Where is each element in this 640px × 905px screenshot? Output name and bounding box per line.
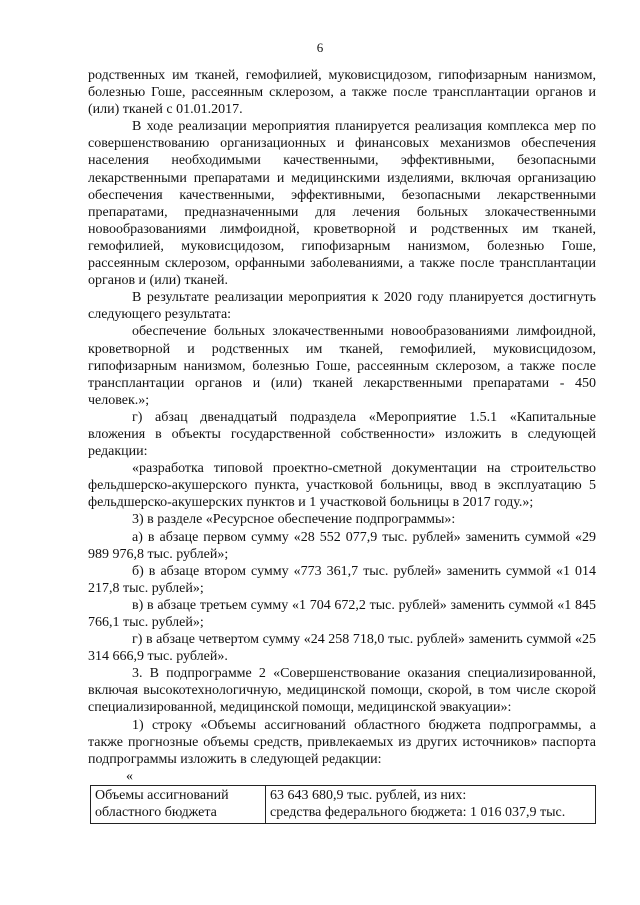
- paragraph: г) в абзаце четвертом сумму «24 258 718,0 тыс. рублей» заменить суммой «25 314 666,9 тыс. рублей».: [88, 632, 596, 665]
- table-cell-label: [91, 785, 266, 823]
- paragraph: г) абзац двенадцатый подраздела «Мероприятие 1.5.1 «Капитальные вложения в объекты государственной собственности» изложить в следующей редакции:: [88, 409, 596, 460]
- cell-line: областного бюджета: [95, 805, 217, 821]
- paragraph: 1) строку «Объемы ассигнований областного бюджета подпрограммы, а также прогнозные объемы средств, привлекаемых из других источников» паспорта подпрограммы изложить в следующей редакции:: [88, 717, 596, 767]
- cell-line: Объемы ассигнований: [95, 787, 229, 803]
- cell-line: 63 643 680,9 тыс. рублей, из них:: [270, 787, 467, 803]
- paragraph: а) в абзаце первом сумму «28 552 077,9 тыс. рублей» заменить суммой «29 989 976,8 тыс. рублей»;: [88, 529, 596, 562]
- document-body: [88, 67, 596, 824]
- paragraph: в) в абзаце третьем сумму «1 704 672,2 тыс. рублей» заменить суммой «1 845 766,1 тыс. рублей»;: [88, 597, 596, 630]
- paragraph: В результате реализации мероприятия к 2020 году планируется достигнуть следующего результата:: [88, 290, 596, 323]
- page-number: 6: [316, 40, 324, 55]
- paragraph: родственных им тканей, гемофилией, муковисцидозом, гипофизарным нанизмом, болезнью Гоше, рассеянным склерозом, а также после трансплантации органов и (или) тканей с 01.01.2017.: [88, 68, 596, 118]
- paragraph: 3. В подпрограмме 2 «Совершенствование оказания специализированной, включая высокотехнологичную, медицинской помощи, скорой, в том числе скорой специализированной, медицинской помощи, медицинской эвакуации»:: [88, 666, 596, 716]
- opening-quote-mark: «: [126, 768, 133, 784]
- passport-table: [90, 785, 596, 824]
- paragraph: 3) в разделе «Ресурсное обеспечение подпрограммы»:: [132, 512, 456, 528]
- paragraph: В ходе реализации мероприятия планируется реализация комплекса мер по совершенствованию организационных и финансовых механизмов обеспечения населения необходимыми качественными, эффективными, безопасными лекарственными препаратами и медицинскими изделиями, включая организацию обеспечения качественными, эффективными, безопасными лекарственными препаратами, предназначенными для лечения больных злокачественными новообразованиями лимфоидной, кроветворной и родственных им тканей, гемофилией, муковисцидозом, гипофизарным нанизмом, болезнью Гоше, рассеянным склерозом, орфанными заболеваниями, а также после трансплантации органов и (или) тканей.: [88, 119, 596, 289]
- cell-line: средства федерального бюджета: 1 016 037,9 тыс.: [270, 805, 566, 821]
- table-row: [91, 785, 596, 823]
- paragraph: б) в абзаце втором сумму «773 361,7 тыс. рублей» заменить суммой «1 014 217,8 тыс. рублей»;: [88, 563, 596, 596]
- table-cell-value: [266, 785, 596, 823]
- paragraph: обеспечение больных злокачественными новообразованиями лимфоидной, кроветворной и родственных им тканей, гемофилией, муковисцидозом, гипофизарным нанизмом, болезнью Гоше, рассеянным склерозом, а также после трансплантации органов и (или) тканей лекарственными препаратами - 450 человек.»;: [88, 324, 596, 408]
- paragraph: «разработка типовой проектно-сметной документации на строительство фельдшерско-акушерского пункта, участковой больницы, ввод в эксплуатацию 5 фельдшерско-акушерских пунктов и 1 участковой больницы в 2017 году.»;: [88, 461, 596, 511]
